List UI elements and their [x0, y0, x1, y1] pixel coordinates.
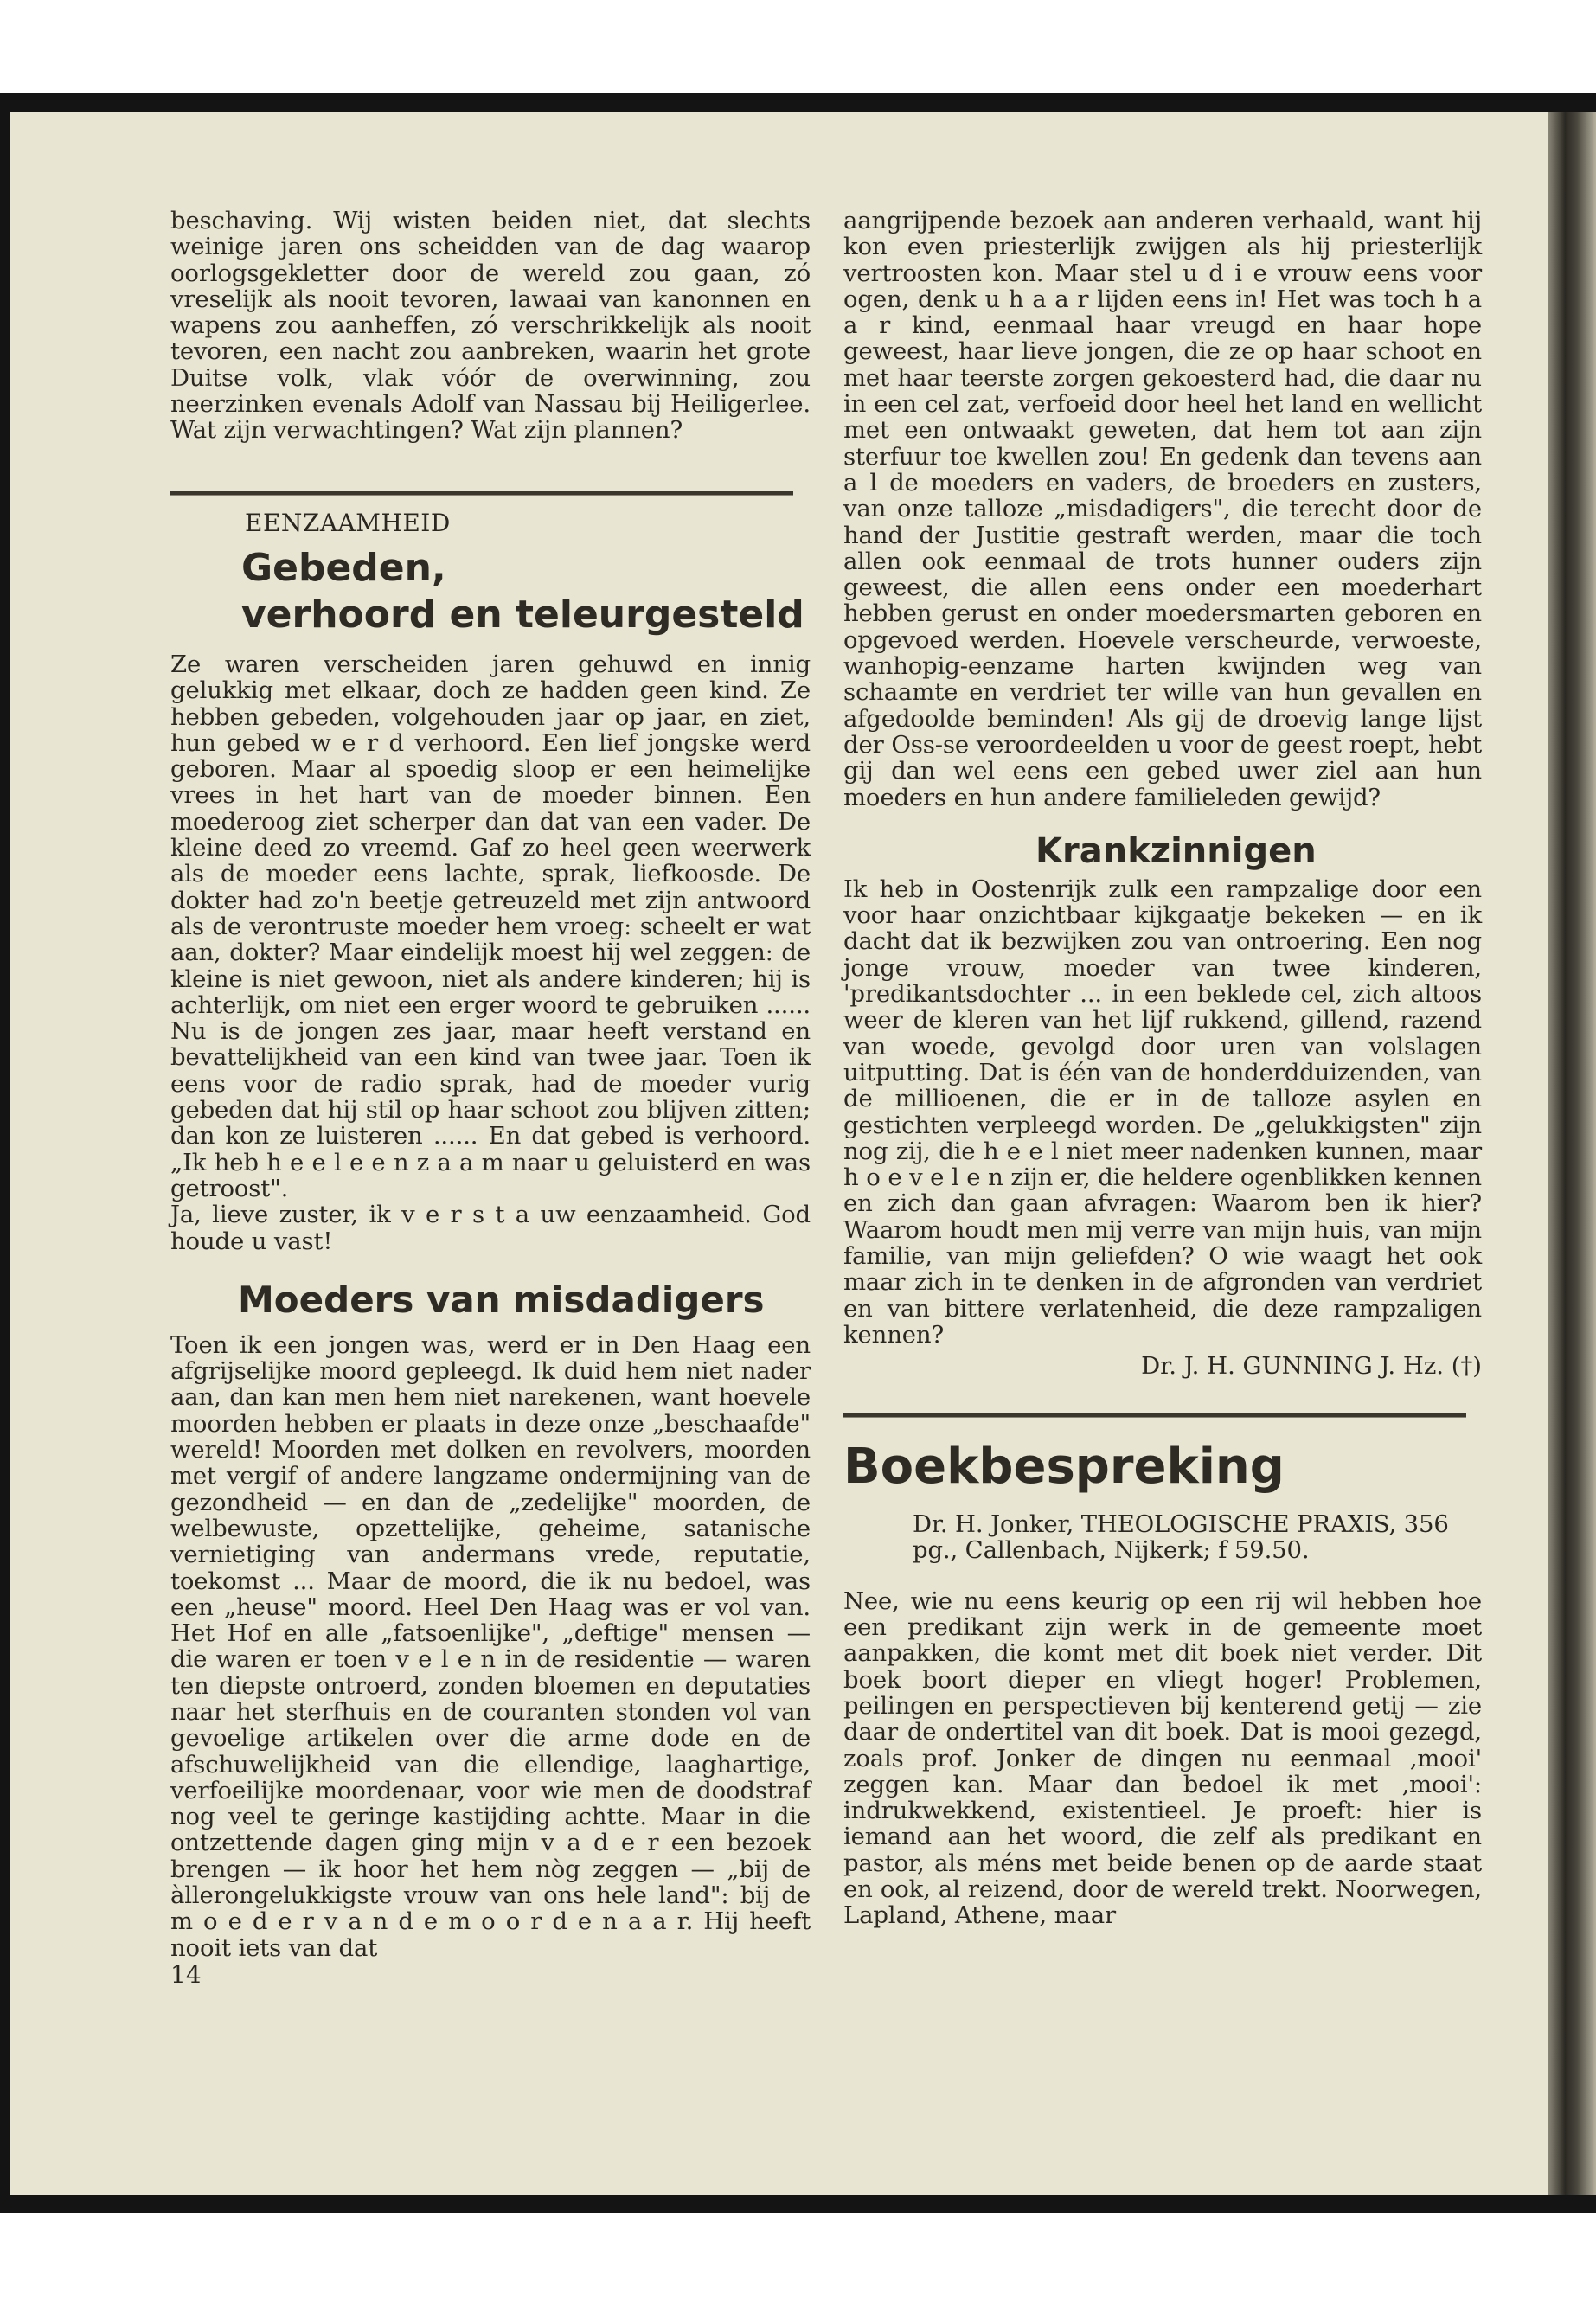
- intro-paragraph: beschaving. Wij wisten beiden niet, dat slechts weinige jaren ons scheidden van de dag waarop oorlogsgekletter door de wereld zou gaan, zó vreselijk als nooit tevoren, lawaai van kanonnen en wapens zou aanheffen, zó verschrikkelijk als nooit tevoren, een nacht zou aanbreken, waarin het grote Duitse volk, vlak vóór de overwinning, zou neerzinken evenals Adolf van Nassau bij Heiligerlee. Wat zijn verwachtingen? Wat zijn plannen?: [170, 207, 811, 445]
- book-reference: Dr. H. Jonker, THEOLOGISCHE PRAXIS, 356 pg., Callenbach, Nijkerk; f 59.50.: [913, 1510, 1449, 1565]
- book-spine-edge: [1548, 112, 1596, 2195]
- section2-body: Toen ik een jongen was, werd er in Den Haag een afgrijselijke moord gepleegd. Ik duid hem niet nader aan, dan kan men hem niet narekenen, want hoevele moorden hebben er plaats in deze onze „beschaafde" wereld! Moorden met dolken en revolvers, moorden met vergif of andere langzame ondermijning van de gezondheid — en dan de „zedelijke" moorden, de welbewuste, opzettelijke, geheime, satanische vernietiging van andermans vrede, reputatie, toekomst ... Maar de moord, die ik nu bedoel, was een „heuse" moord. Heel Den Haag was er vol van. Het Hof en alle „fatsoenlijke", „deftige" mensen — die waren er toen v e l e n in de residentie — waren ten diepste ontroerd, zonden bloemen en deputaties naar het sterfhuis en de couranten stonden vol van gevoelige artikelen over die arme dode en de afschuwelijkheid van die ellendige, laaghartige, verfoeilijke moordenaar, voor wie men de doodstraf nog veel te geringe kastijding achtte. Maar in die ontzettende dagen ging mijn v a d e r een bezoek brengen — ik hoor het hem nòg zeggen — „bij de àllerongelukkigste vrouw van ons hele land": bij de m o e d e r v a n d e m o o r d e n a a r. Hij heeft nooit iets van dat: [170, 1330, 811, 1962]
- section-kicker: EENZAAMHEID: [245, 509, 451, 537]
- left-column: [170, 208, 811, 1989]
- section3-title: Krankzinnigen: [1035, 830, 1317, 871]
- review-body: Nee, wie nu eens keurig op een rij wil hebben hoe een predikant zijn werk in de gemeente moet aanpakken, die komt met dit boek niet verder. Dit boek boort dieper en vliegt hoger! Problemen, peilingen en perspectieven bij kenterend getij — zie daar de ondertitel van dit boek. Dat is mooi gezegd, zoals prof. Jonker de dingen nu eenmaal ‚mooi' zeggen kan. Maar dan bedoel ik met ‚mooi': indrukwekkend, existentieel. Je proeft: hier is iemand aan het woord, die zelf als predikant en pastor, als méns met beide benen op de aarde staat en ook, al reizend, door de wereld trekt. Noorwegen, Lapland, Athene, maar: [843, 1586, 1482, 1930]
- section-body-2: Ja, lieve zuster, ik v e r s t a uw eenzaamheid. God houde u vast!: [170, 1201, 811, 1255]
- right-column: [843, 208, 1482, 1929]
- scan-left-border: [0, 93, 10, 2213]
- section-title-line1: Gebeden,: [241, 546, 446, 590]
- page-number: 14: [170, 1959, 202, 1989]
- scan-top-border: [0, 93, 1596, 112]
- section3-body: Ik heb in Oostenrijk zulk een rampzalige door een voor haar onzichtbaar kijkgaatje bekeken — en ik dacht dat ik bezwijken zou van ontroering. Een nog jonge vrouw, moeder van twee kinderen, 'predikantsdochter ... in een beklede cel, zich altoos weer de kleren van het lijf rukkend, gillend, razend van woede, gevolgd door uren van volslagen uitputting. Dat is één van de honderdduizenden, van de millioenen, die er in de talloze asylen en gestichten verpleegd worden. De „gelukkigsten" zijn nog zij, die h e e l niet meer nadenken kunnen, maar h o e v e l e n zijn er, die heldere ogenblikken kennen en zich dan gaan afvragen: Waarom ben ik hier? Waarom houdt men mij verre van mijn huis, van mijn familie, van mijn geliefden? O wie waagt het ook maar zich in te denken in de afgronden van verdriet en van bittere verlatenheid, die deze rampzaligen kennen?: [843, 875, 1482, 1349]
- author-signature: Dr. J. H. GUNNING J. Hz. (†): [1141, 1352, 1482, 1381]
- section4-title: Boekbespreking: [843, 1439, 1285, 1496]
- section-title-line2: verhoord en teleurgesteld: [241, 593, 804, 637]
- continuation-paragraph: aangrijpende bezoek aan anderen verhaald, want hij kon even priesterlijk zwijgen als hij priesterlijk vertroosten kon. Maar stel u d i e vrouw eens voor ogen, denk u h a a r lijden eens in! Het was toch h a a r kind, eenmaal haar vreugd en haar hope geweest, haar lieve jongen, die ze op haar schoot en met haar teerste zorgen gekoesterd had, die daar nu in een cel zat, verfoeid door heel het land en wellicht met een ontwaakt geweten, dat hem tot aan zijn sterfuur toe kwellen zou! En gedenk dan tevens aan a l de moeders en vaders, de broeders en zusters, van onze talloze „misdadigers", die terecht door de hand der Justitie gestraft werden, maar die toch allen ook eenmaal de trots hunner ouders zijn geweest, die allen eens onder een moederhart hebben gerust en onder moedersmarten geboren en opgevoed werden. Hoevele verscheurde, verwoeste, wanhopig-eenzame harten kwijnden weg van schaamte en verdriet ter wille van hun gevallen en afgedoolde beminden! Als gij de droevig lange lijst der Oss-se veroordeelden u voor de geest roept, hebt gij dan wel eens een gebed uwer ziel aan hun moeders en hun andere familieleden gewijd?: [843, 207, 1482, 811]
- scan-bottom-border: [0, 2195, 1596, 2213]
- section-body-1: Ze waren verscheiden jaren gehuwd en innig gelukkig met elkaar, doch ze hadden geen kind. Ze hebben gebeden, volgehouden jaar op jaar, en ziet, hun gebed w e r d verhoord. Een lief jongske werd geboren. Maar al spoedig sloop er een heimelijke vrees in het hart van de moeder binnen. Een moederoog ziet scherper dan dat van een vader. De kleine deed zo vreemd. Gaf zo heel geen weerwerk als de moeder eens lachte, sprak, liefkoosde. De dokter had zo'n beetje getreuzeld met zijn antwoord als de verontruste moeder hem vroeg: scheelt er wat aan, dokter? Maar eindelijk moest hij wel zeggen: de kleine is niet gewoon, niet als andere kinderen; hij is achterlijk, om niet een erger woord te gebruiken ...... Nu is de jongen zes jaar, maar heeft verstand en bevattelijkheid van een kind van twee jaar. Toen ik eens voor de radio sprak, had de moeder vurig gebeden dat hij stil op haar schoot zou blijven zitten; dan kon ze luisteren ...... En dat gebed is verhoord. „Ik heb h e e l e e n z a a m naar u geluisterd en was getroost".: [170, 651, 811, 1202]
- section2-title: Moeders van misdadigers: [238, 1278, 765, 1321]
